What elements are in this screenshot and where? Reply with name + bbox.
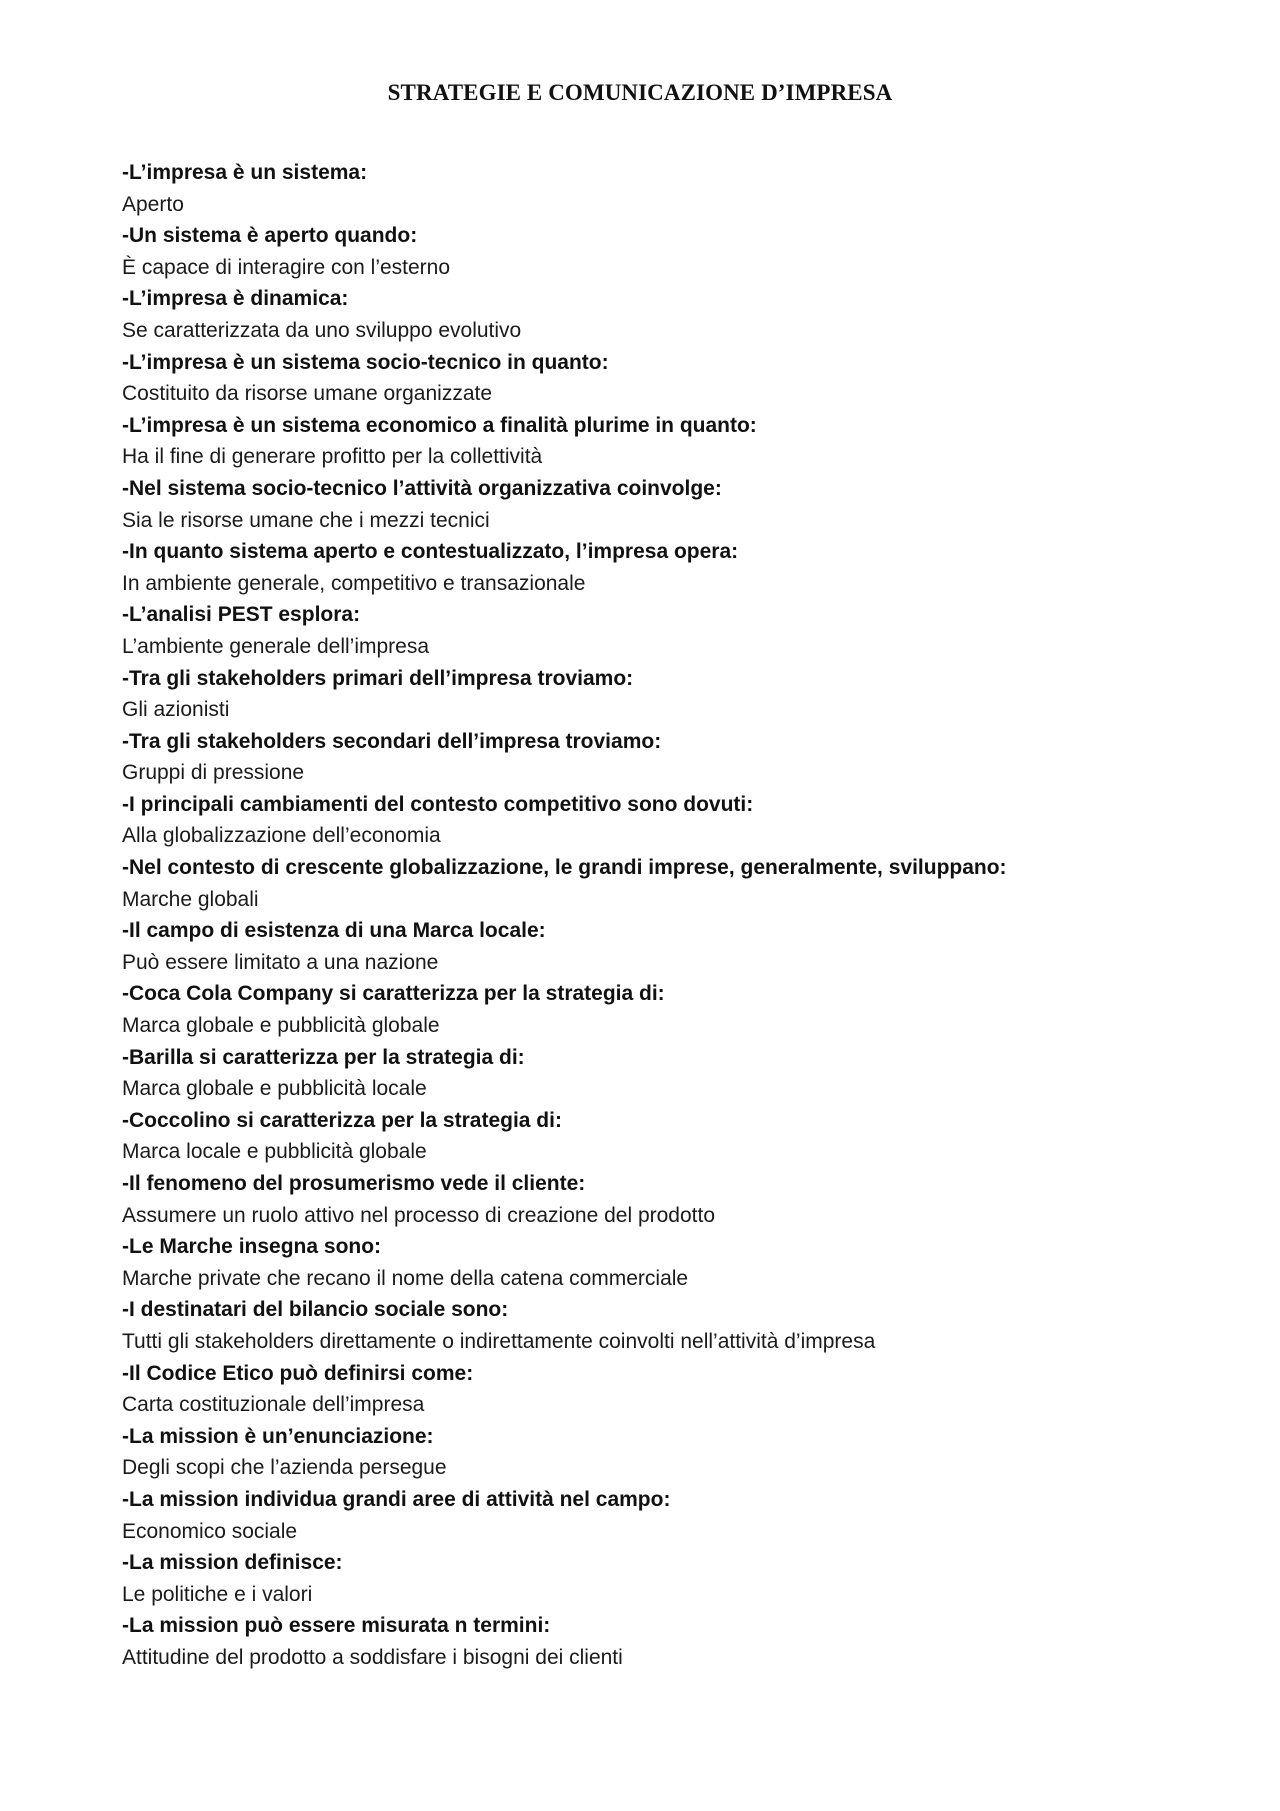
list-item [122,599,1242,662]
answer-text: L’ambiente generale dell’impresa [122,634,430,658]
question-text: -L’impresa è dinamica: [122,287,349,311]
list-item [122,157,1242,220]
list-item [122,1294,1242,1357]
answer-text: Le politiche e i valori [122,1582,313,1606]
question-text: -In quanto sistema aperto e contestualizzato, l’impresa opera: [122,540,739,564]
answer-text: Alla globalizzazione dell’economia [122,824,441,848]
answer-text: Carta costituzionale dell’impresa [122,1393,425,1417]
question-text: -L’impresa è un sistema: [122,161,368,184]
question-text: -Le Marche insegna sono: [122,1235,382,1259]
list-item [122,726,1242,789]
answer-text: Tutti gli stakeholders direttamente o indirettamente coinvolti nell’attività d’impresa [122,1329,876,1353]
answer-text: È capace di interagire con l’esterno [122,255,451,279]
question-text: -La mission può essere misurata n termini: [122,1614,551,1638]
question-text: -I principali cambiamenti del contesto competitivo sono dovuti: [122,792,754,816]
answer-text: Se caratterizzata da uno sviluppo evolutivo [122,318,522,342]
list-item [122,915,1242,978]
answer-text: Attitudine del prodotto a soddisfare i bisogni dei clienti [122,1645,623,1669]
answer-text: Marche globali [122,887,259,911]
question-text: -Nel sistema socio-tecnico l’attività organizzativa coinvolge: [122,476,722,500]
question-text: -L’impresa è un sistema socio-tecnico in quanto: [122,350,609,374]
question-answer-list [122,157,1242,1674]
question-text: -Un sistema è aperto quando: [122,224,418,248]
list-item [122,1358,1242,1421]
list-item [122,852,1242,915]
answer-text: Sia le risorse umane che i mezzi tecnici [122,508,490,532]
list-item [122,1105,1242,1168]
answer-text: Gli azionisti [122,698,230,722]
list-item [122,220,1242,283]
list-item [122,1231,1242,1294]
list-item [122,283,1242,346]
question-text: -Barilla si caratterizza per la strategia di: [122,1045,525,1069]
answer-text: Può essere limitato a una nazione [122,950,439,974]
list-item [122,473,1242,536]
answer-text: Degli scopi che l’azienda persegue [122,1456,447,1480]
question-text: -Il Codice Etico può definirsi come: [122,1361,474,1385]
list-item [122,536,1242,599]
question-text: -Il campo di esistenza di una Marca locale: [122,919,546,943]
answer-text: Marca locale e pubblicità globale [122,1140,427,1164]
question-text: -La mission definisce: [122,1551,343,1575]
question-text: -La mission è un’enunciazione: [122,1424,434,1448]
question-text: -La mission individua grandi aree di attività nel campo: [122,1487,671,1511]
question-text: -Il fenomeno del prosumerismo vede il cliente: [122,1172,586,1195]
question-text: -I destinatari del bilancio sociale sono: [122,1298,509,1322]
list-item [122,1484,1242,1547]
question-text: -Coccolino si caratterizza per la strategia di: [122,1108,562,1132]
answer-text: Marca globale e pubblicità globale [122,1014,440,1038]
question-text: -L’impresa è un sistema economico a finalità plurime in quanto: [122,413,757,437]
list-item [122,347,1242,410]
answer-text: Marca globale e pubblicità locale [122,1077,427,1101]
answer-text: Economico sociale [122,1519,298,1543]
document-title: STRATEGIE E COMUNICAZIONE D’IMPRESA [387,80,893,105]
question-text: -Tra gli stakeholders primari dell’impresa troviamo: [122,666,634,690]
list-item [122,978,1242,1041]
answer-text: Costituito da risorse umane organizzate [122,382,493,406]
list-item [122,410,1242,473]
question-text: -Nel contesto di crescente globalizzazione, le grandi imprese, generalmente, sviluppano: [122,856,1007,880]
list-item [122,789,1242,852]
list-item [122,1421,1242,1484]
answer-text: Gruppi di pressione [122,761,305,785]
question-text: -Coca Cola Company si caratterizza per la strategia di: [122,982,665,1006]
answer-text: In ambiente generale, competitivo e transazionale [122,571,586,595]
question-text: -L’analisi PEST esplora: [122,603,361,627]
list-item [122,1168,1242,1231]
question-text: -Tra gli stakeholders secondari dell’impresa troviamo: [122,729,662,753]
answer-text: Assumere un ruolo attivo nel processo di creazione del prodotto [122,1203,716,1227]
answer-text: Aperto [122,192,184,216]
answer-text: Marche private che recano il nome della catena commerciale [122,1266,689,1290]
list-item [122,1610,1242,1673]
list-item [122,1042,1242,1105]
answer-text: Ha il fine di generare profitto per la collettività [122,445,543,469]
list-item [122,663,1242,726]
list-item [122,1547,1242,1610]
